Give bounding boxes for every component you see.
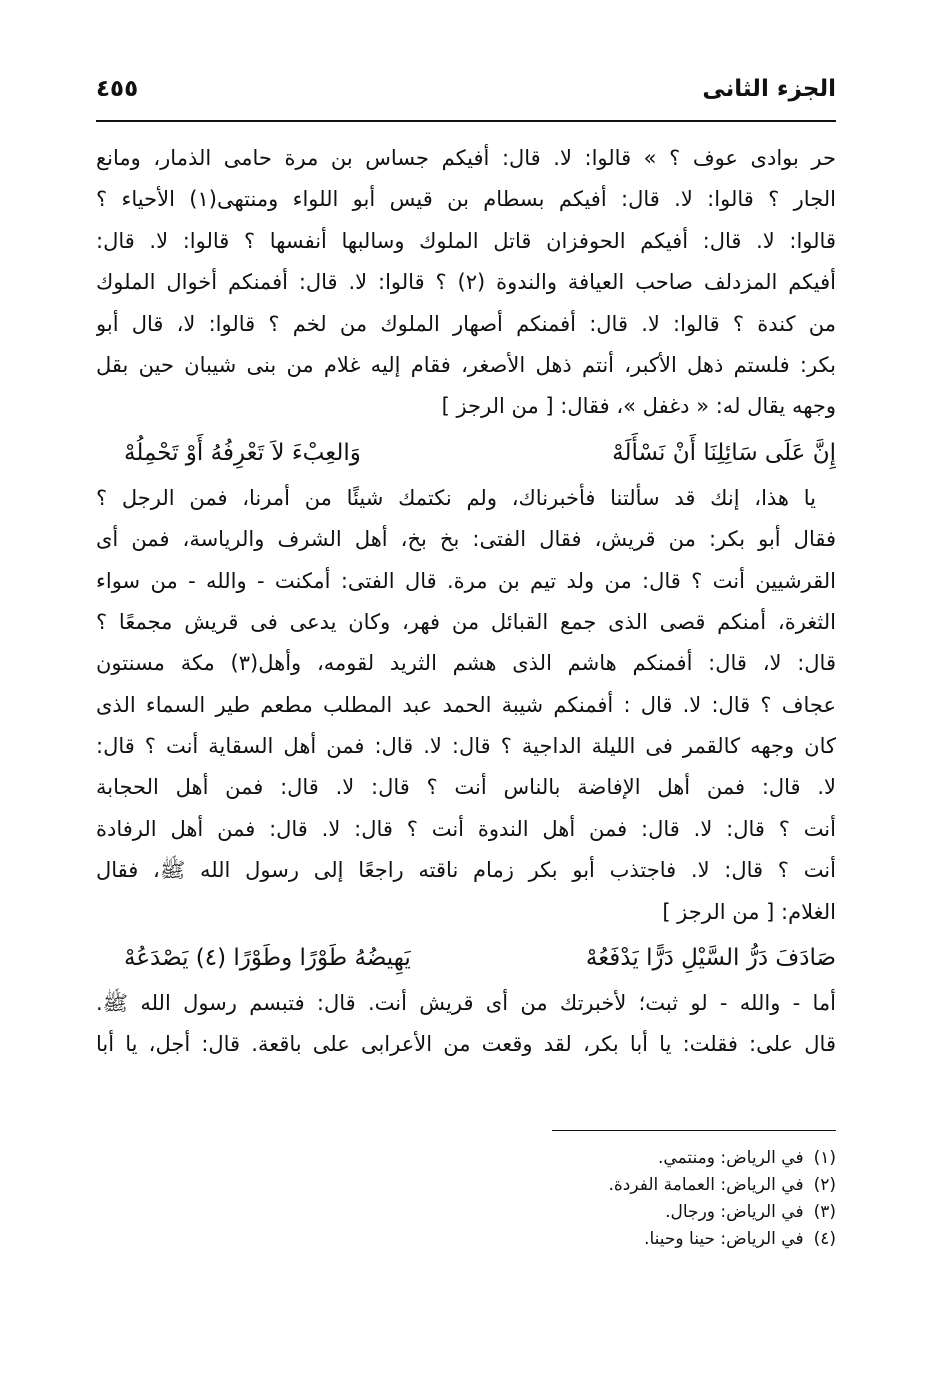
- text-line: الغلام: [ من الرجز ]: [662, 899, 836, 924]
- text-line: بكر: فلستم ذهل الأكبر، أنتم ذهل الأصغر، فقام إليه غلام من بنى شيبان حين بقل: [96, 352, 836, 377]
- text-line: القرشيين أنت ؟ قال: من ولد تيم بن مرة. قال الفتى: أمكنت - والله - من سواء: [96, 568, 836, 593]
- verse-hemistich-left: يَهِيضُهُ طَوْرًا وطَوْرًا (٤) يَصْدَعُهْ: [124, 945, 411, 972]
- footnote: [416, 1172, 836, 1199]
- text-line: لا. قال: فمن أهل الإفاضة بالناس أنت ؟ قال: لا. قال: فمن أهل الحجابة: [96, 775, 836, 800]
- text-line: قال على: فقلت: يا أبا بكر، لقد وقعت من الأعرابى على باقعة. قال: أجل، يا أبا: [96, 1032, 836, 1057]
- header-rule: [96, 120, 836, 122]
- footnote-text: في الرياض: ومنتمي.: [658, 1148, 804, 1168]
- verse-line: [96, 428, 836, 478]
- running-title: الجزء الثانى: [702, 76, 836, 102]
- text-line: كان وجهه كالقمر فى الليلة الداجية ؟ قال: لا. قال: فمن أهل السقاية أنت ؟ قال:: [96, 734, 836, 759]
- text-line: أفيكم المزدلف صاحب العيافة والندوة (٢) ؟ قالوا: لا. قال: أفمنكم أخوال الملوك: [96, 270, 836, 295]
- footnote-number: (٣): [813, 1202, 836, 1222]
- text-line: أنت ؟ قال: لا. قال: فمن أهل الندوة أنت ؟ قال: لا. قال: فمن أهل الرفادة: [96, 816, 836, 841]
- footnote-rule: [552, 1130, 836, 1131]
- footnote-text: في الرياض: ورجال.: [665, 1202, 804, 1222]
- text-line: الثغرة، أمنكم قصى الذى جمع القبائل من فهر، وكان يدعى فى قريش مجمعًا ؟: [96, 609, 836, 634]
- verse-line: [96, 933, 836, 983]
- text-line: وجهه يقال له: « دغفل »، فقال: [ من الرجز ]: [441, 394, 836, 419]
- text-line: أنت ؟ قال: لا. فاجتذب أبو بكر زمام ناقته راجعًا إلى رسول الله ﷺ، فقال: [96, 858, 836, 883]
- footnote-number: (٢): [813, 1175, 836, 1195]
- verse-hemistich-left: وَالعِبْءَ لاَ تَعْرِفُهُ أَوْ تَحْمِلُهْ: [124, 439, 361, 466]
- text-line: أما - والله - لو ثبت؛ لأخبرتك من أى قريش أنت. قال: فتبسم رسول الله ﷺ.: [96, 991, 836, 1016]
- text-line: حر بوادى عوف ؟ » قالوا: لا. قال: أفيكم جساس بن مرة حامى الذمار، ومانع: [96, 146, 836, 170]
- footnote-text: في الرياض: العمامة الفردة.: [608, 1175, 804, 1195]
- text-line: قال: لا، قال: أفمنكم هاشم الذى هشم الثريد لقومه، وأهل(٣) مكة مسنتون: [96, 651, 836, 676]
- main-text: [96, 138, 836, 1066]
- footnote-number: (٤): [813, 1229, 836, 1249]
- text-line: قالوا: لا. قال: أفيكم الحوفزان قاتل الملوك وسالبها أنفسها ؟ قالوا: لا. قال:: [96, 228, 836, 253]
- page-number: ٤٥٥: [96, 76, 139, 102]
- footnote: [416, 1199, 836, 1226]
- text-line: عجاف ؟ قال: لا. قال : أفمنكم شيبة الحمد عبد المطلب مطعم طير السماء الذى: [96, 692, 836, 717]
- text-line: الجار ؟ قالوا: لا. قال: أفيكم بسطام بن قيس أبو اللواء ومنتهى(١) الأحياء ؟: [96, 187, 836, 212]
- text-line: من كندة ؟ قالوا: لا. قال: أفمنكم أصهار الملوك من لخم ؟ قالوا: لا، قال أبو: [96, 311, 836, 336]
- verse-hemistich-right: إِنَّ عَلَى سَائِلِنَا أَنْ نَسْأَلَهْ: [612, 439, 836, 466]
- footnote-text: في الرياض: حينا وحينا.: [644, 1229, 804, 1249]
- footnotes: [416, 1145, 836, 1253]
- verse-hemistich-right: صَادَفَ دَرُّ السَّيْلِ دَرًّا يَدْفَعُهْ: [585, 945, 836, 972]
- page-header: [96, 74, 836, 114]
- footnote: [416, 1226, 836, 1253]
- text-line: يا هذا، إنك قد سألتنا فأخبرناك، ولم نكتمك شيئًا من أمرنا، فمن الرجل ؟: [96, 485, 816, 510]
- footnote-number: (١): [813, 1148, 836, 1168]
- footnote: [416, 1145, 836, 1172]
- text-line: فقال أبو بكر: من قريش، فقال الفتى: بخ بخ، أهل الشرف والرياسة، فمن أى: [96, 527, 836, 552]
